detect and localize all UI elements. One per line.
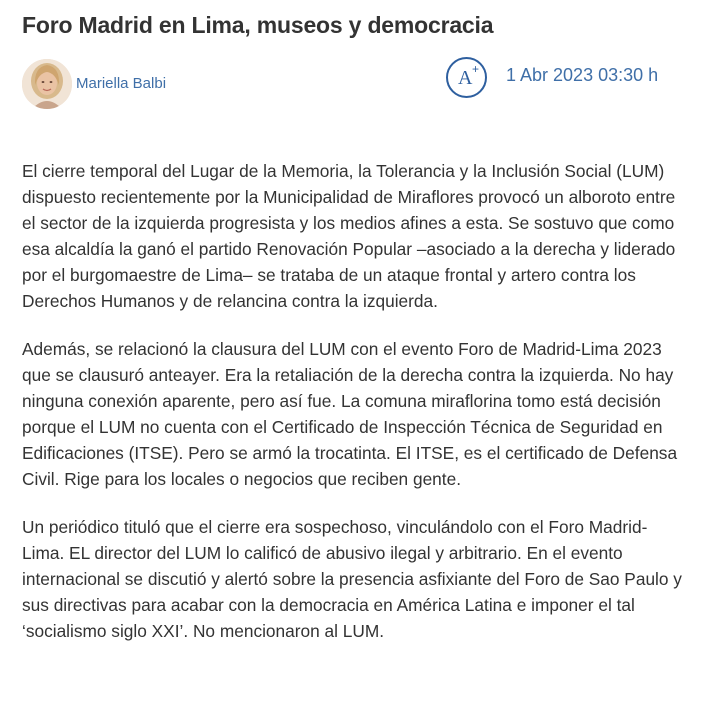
paragraph: El cierre temporal del Lugar de la Memoria, la Tolerancia y la Inclusión Social (LUM) dispuesto recientemente por la Municipalidad de Miraflores provocó un alboroto entre el sector de la izquierda progresista y los medios afines a esta. Se sostuvo que como esa alcaldía la ganó el partido Renovación Popular –asociado a la derecha y liderado por el burgomaestre de Lima– se trataba de un ataque frontal y artero contra los Derechos Humanos y de relancina contra la izquierda. [22,161,676,311]
paragraph: Además, se relacionó la clausura del LUM con el evento Foro de Madrid-Lima 2023 que se clausuró anteayer. Era la retaliación de la derecha contra la izquierda. No hay ninguna conexión aparente, pero así fue. La comuna miraflorina tomo está decisión porque el LUM no cuenta con el Certificado de Inspección Técnica de Seguridad en Edificaciones (ITSE). Pero se armó la trocatinta. El ITSE, es el certificado de Defensa Civil. Rige para los locales o negocios que reciben gente. [22,339,678,489]
author-avatar[interactable] [22,59,72,109]
author-row [22,58,688,114]
author-portrait-icon [22,59,72,109]
author-name-link[interactable]: Mariella Balbi [76,75,167,92]
publish-date: 1 Abr 2023 03:30 h [506,65,659,85]
article-body [22,158,688,666]
font-size-letter: A [458,67,473,89]
font-size-plus: + [472,62,480,76]
increase-font-size-button[interactable] [446,57,487,98]
article-title: Foro Madrid en Lima, museos y democracia [22,12,494,38]
paragraph: Un periódico tituló que el cierre era sospechoso, vinculándolo con el Foro Madrid-Lima. EL director del LUM lo calificó de abusivo ilegal y arbitrario. En el evento internacional se discutió y alertó sobre la presencia asfixiante del Foro de Sao Paulo y sus directivas para acabar con la democracia en América Latina e imponer el tal ‘socialismo siglo XXI’. No mencionaron al LUM. [22,517,682,641]
